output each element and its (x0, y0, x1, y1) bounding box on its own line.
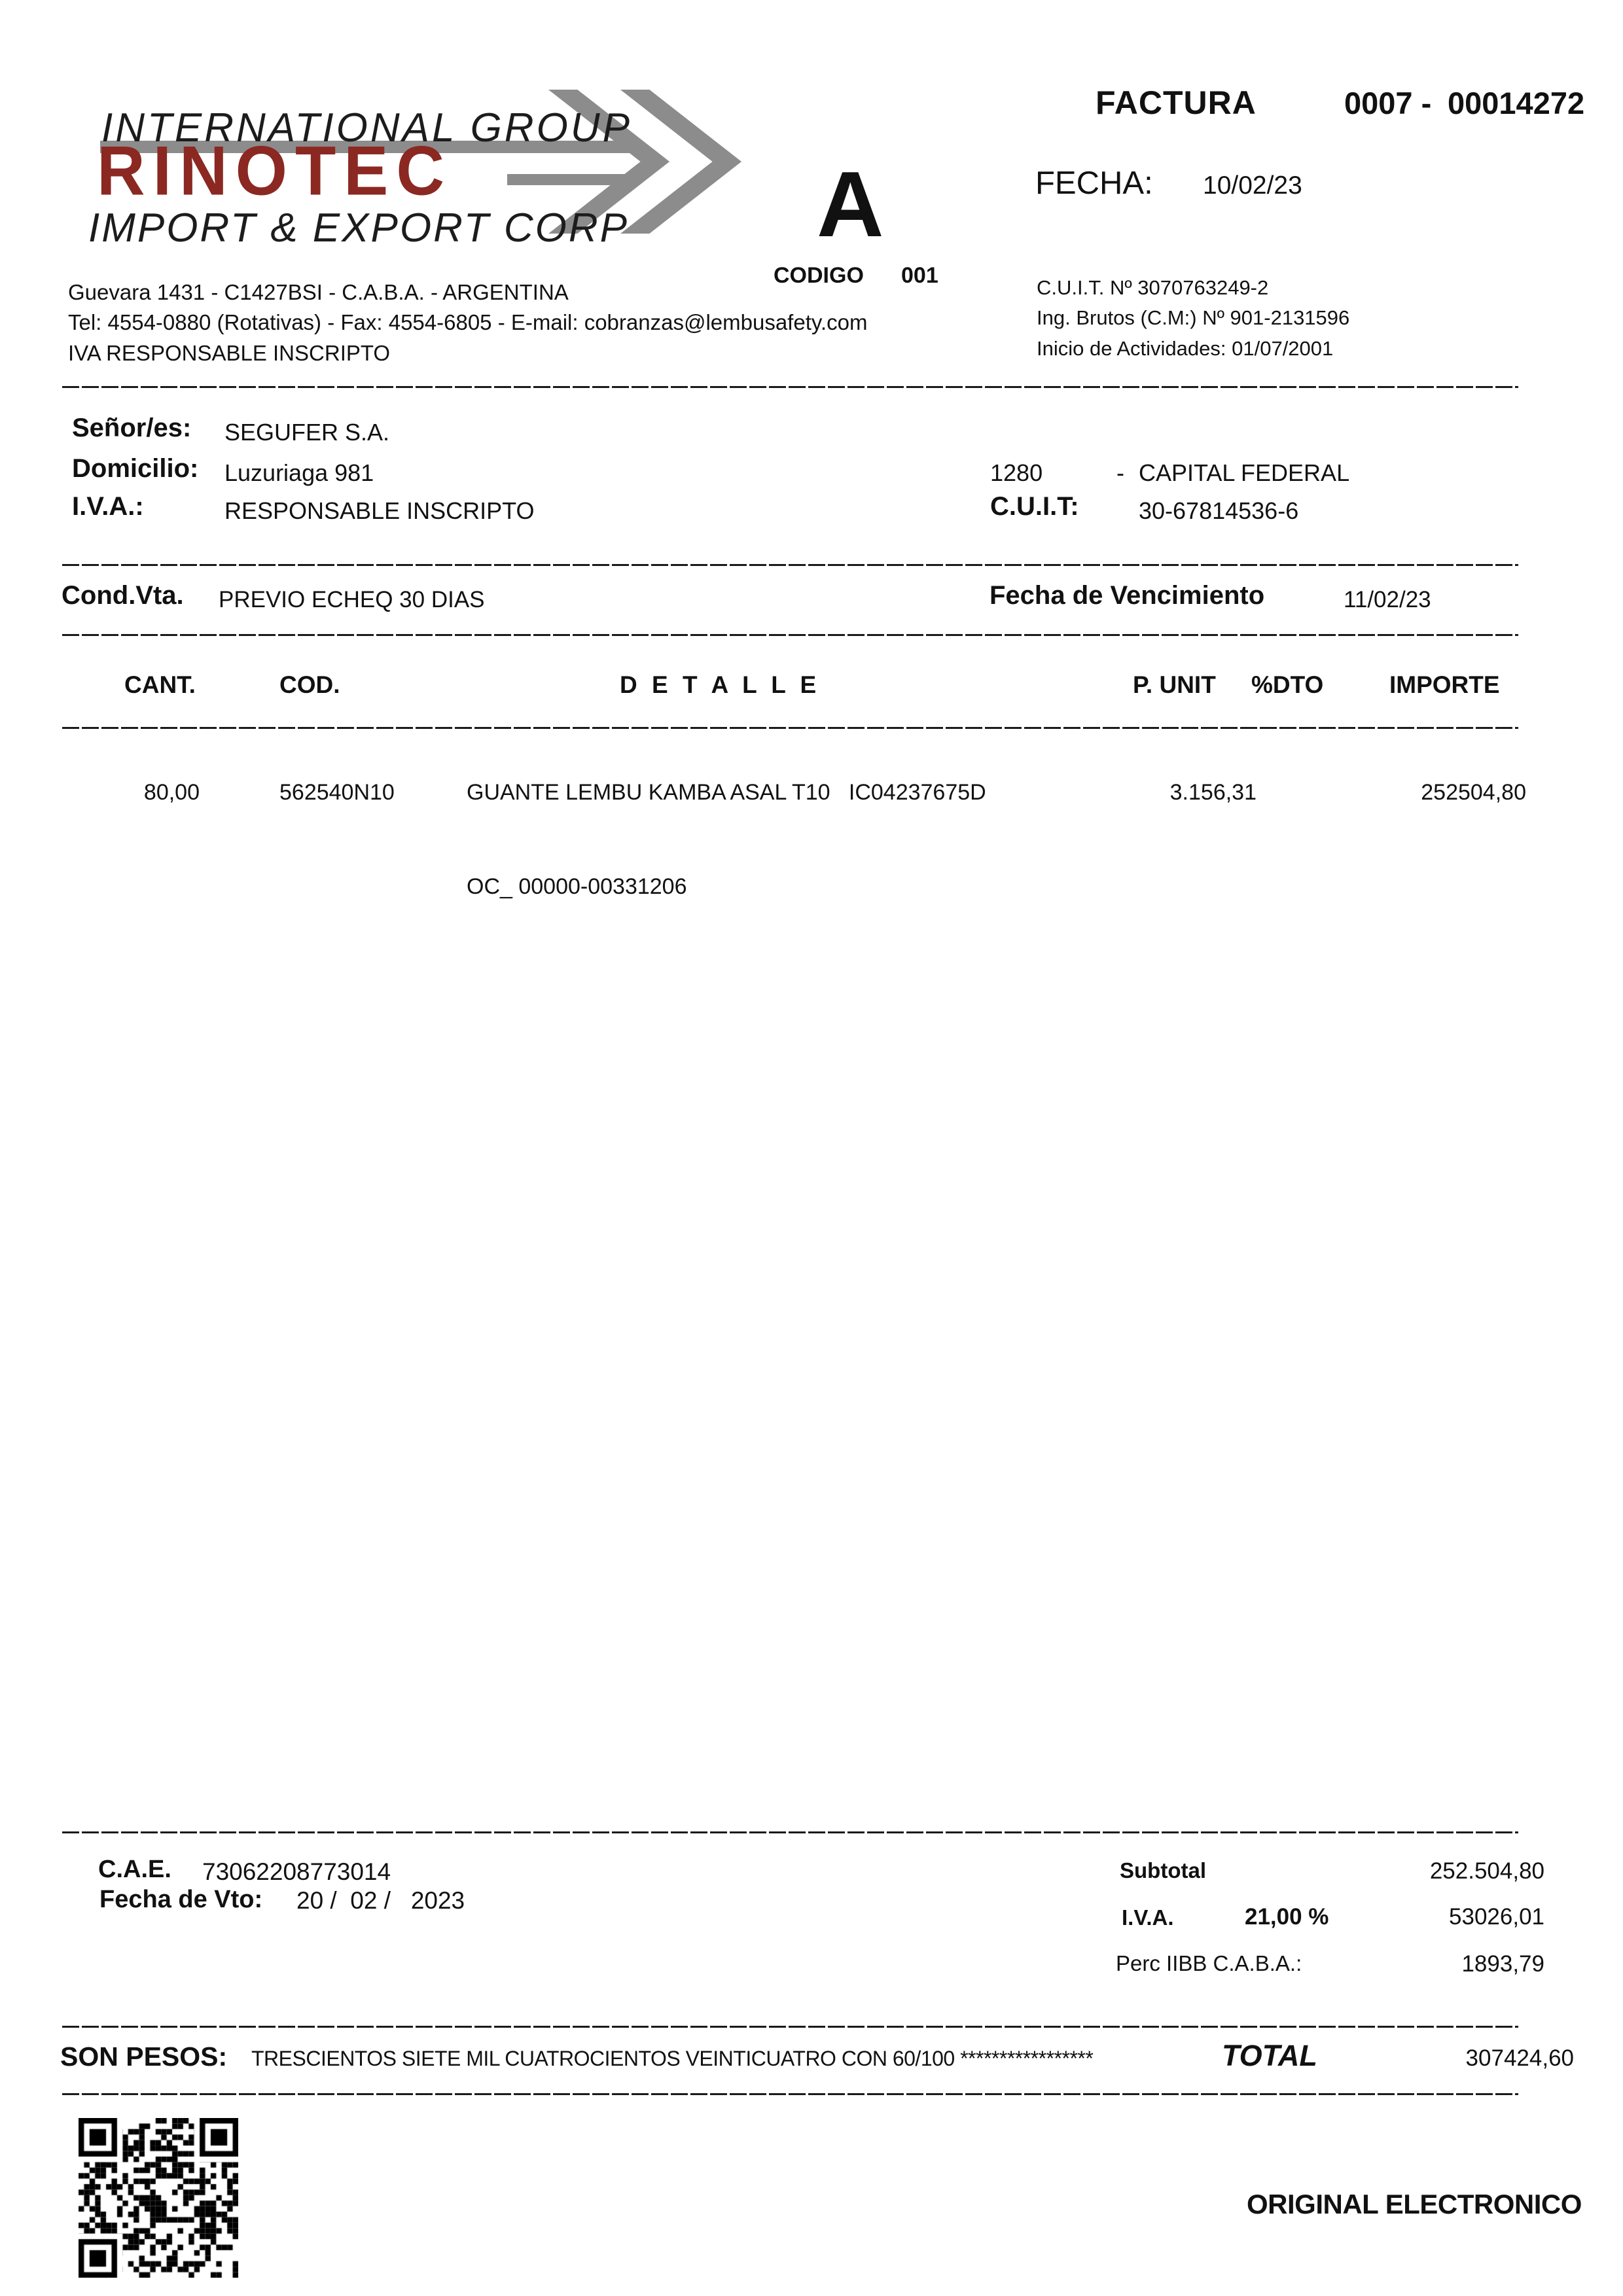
localidad: CAPITAL FEDERAL (1139, 459, 1350, 486)
col-header-cod: COD. (279, 671, 340, 698)
row-cod: 562540N10 (279, 780, 395, 805)
subtotal-label: Subtotal (1120, 1858, 1206, 1882)
iva-value: 53026,01 (1449, 1904, 1544, 1930)
invoice-letter-type: A (817, 152, 884, 256)
order-reference-note: OC_ 00000-00331206 (467, 874, 687, 899)
cae-value: 73062208773014 (202, 1858, 391, 1885)
divider (62, 727, 1518, 729)
cae-vto-value: 20 / 02 / 2023 (296, 1887, 465, 1914)
codigo-label: CODIGO (774, 263, 864, 288)
senores-label: Señor/es: (72, 414, 192, 442)
son-pesos-label: SON PESOS: (60, 2041, 228, 2072)
subtotal-value: 252.504,80 (1429, 1858, 1544, 1884)
row-punit: 3.156,31 (1169, 780, 1257, 805)
company-cuit: C.U.I.T. Nº 3070763249-2 (1037, 276, 1269, 299)
customer-cuit-value: 30-67814536-6 (1139, 497, 1299, 524)
logo-brand-rinotec: RINOTEC (97, 132, 452, 210)
divider (62, 386, 1518, 388)
total-label: TOTAL (1222, 2039, 1317, 2072)
company-contact: Tel: 4554-0880 (Rotativas) - Fax: 4554-6805 - E-mail: cobranzas@lembusafety.com (68, 310, 868, 334)
divider (62, 634, 1518, 636)
row-importe: 252504,80 (1421, 780, 1526, 805)
perc-iibb-value: 1893,79 (1461, 1951, 1544, 1977)
senores-value: SEGUFER S.A. (224, 419, 390, 446)
total-value: 307424,60 (1465, 2045, 1574, 2071)
fecha-value: 10/02/23 (1203, 171, 1302, 200)
logo-import-export: IMPORT & EXPORT CORP (88, 205, 629, 251)
perc-iibb-label: Perc IIBB C.A.B.A.: (1116, 1951, 1302, 1975)
document-type-label: FACTURA (1096, 84, 1257, 121)
cond-vta-value: PREVIO ECHEQ 30 DIAS (219, 587, 485, 612)
logo-international-group: INTERNATIONAL GROUP (101, 105, 632, 150)
company-ing-brutos: Ing. Brutos (C.M:) Nº 901-2131596 (1037, 306, 1350, 329)
iva-label: I.V.A. (1122, 1905, 1174, 1930)
row-detalle: GUANTE LEMBU KAMBA ASAL T10 IC04237675D (467, 780, 986, 805)
company-address: Guevara 1431 - C1427BSI - C.A.B.A. - ARGENTINA (68, 280, 569, 304)
original-electronico-label: ORIGINAL ELECTRONICO (1247, 2189, 1582, 2219)
vencimiento-value: 11/02/23 (1344, 587, 1431, 612)
row-cant: 80,00 (143, 780, 200, 805)
col-header-importe: IMPORTE (1389, 671, 1500, 698)
qr-code-icon (79, 2118, 238, 2278)
cae-label: C.A.E. (98, 1856, 171, 1883)
company-iva-status: IVA RESPONSABLE INSCRIPTO (68, 341, 391, 365)
vencimiento-label: Fecha de Vencimiento (990, 581, 1265, 610)
col-header-dto: %DTO (1251, 671, 1324, 698)
cae-vto-label: Fecha de Vto: (99, 1886, 263, 1913)
divider (62, 1831, 1518, 1833)
col-header-detalle: D E T A L L E (620, 671, 821, 698)
customer-iva-value: RESPONSABLE INSCRIPTO (224, 497, 535, 524)
codigo-value: 001 (901, 263, 938, 288)
double-chevron-right-arrow-icon (620, 90, 741, 234)
customer-cuit-label: C.U.I.T: (990, 492, 1079, 521)
fecha-label: FECHA: (1035, 166, 1153, 201)
point-of-sale-number: 0007 - (1344, 86, 1432, 120)
col-header-punit: P. UNIT (1133, 671, 1216, 698)
iva-rate: 21,00 % (1245, 1904, 1329, 1930)
company-inicio-actividades: Inicio de Actividades: 01/07/2001 (1037, 337, 1334, 360)
postal-code: 1280 (990, 459, 1043, 486)
postal-separator: - (1116, 459, 1124, 486)
domicilio-label: Domicilio: (72, 454, 199, 483)
domicilio-value: Luzuriaga 981 (224, 459, 374, 486)
divider (62, 564, 1518, 566)
customer-iva-label: I.V.A.: (72, 492, 144, 521)
divider (62, 2026, 1518, 2028)
col-header-cant: CANT. (124, 671, 196, 698)
cond-vta-label: Cond.Vta. (62, 581, 184, 610)
amount-in-words: TRESCIENTOS SIETE MIL CUATROCIENTOS VEINTICUATRO CON 60/100 ***************** (251, 2047, 1094, 2070)
invoice-number: 00014272 (1448, 86, 1585, 120)
divider (62, 2093, 1518, 2095)
